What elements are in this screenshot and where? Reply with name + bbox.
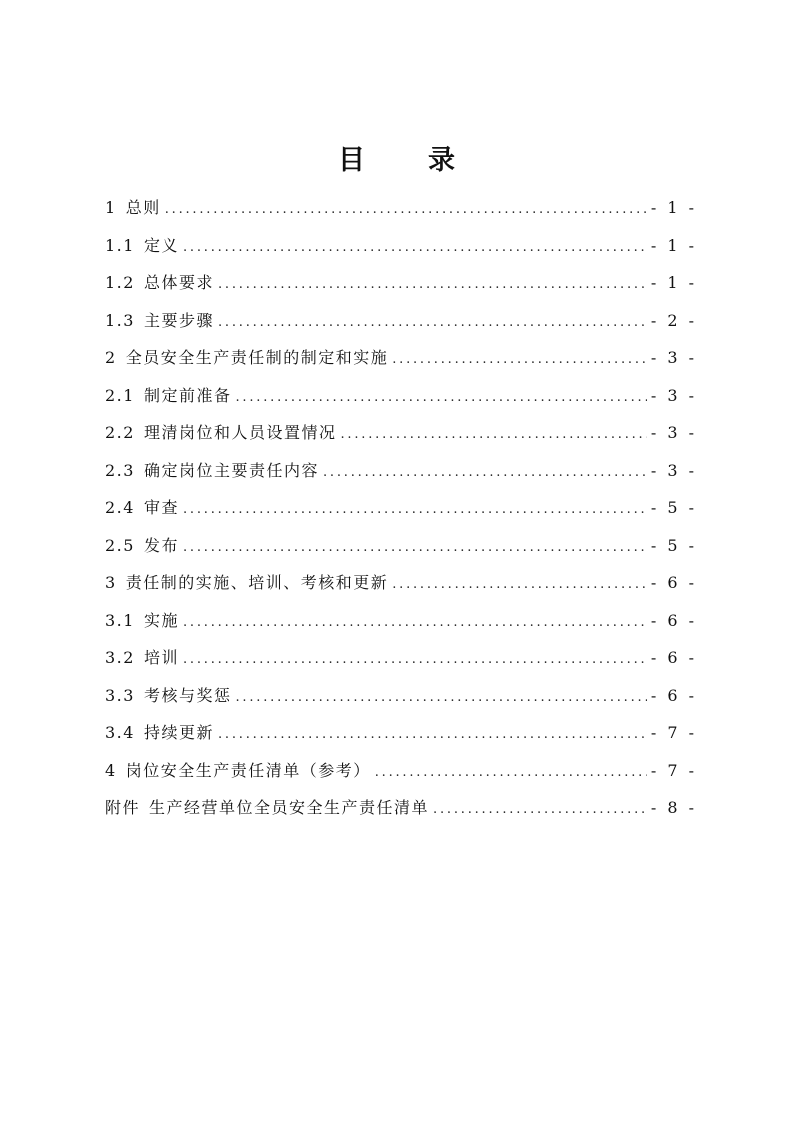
toc-entry-number: 2.2 <box>105 423 135 442</box>
toc-entry[interactable] <box>105 489 694 527</box>
toc-entry-number: 3.2 <box>105 648 135 667</box>
toc-entry-number: 1.3 <box>105 310 135 330</box>
dot-leader <box>340 416 646 454</box>
toc-entry-page: - 8 - <box>650 798 694 817</box>
toc-entry-text: 总则 <box>125 198 161 217</box>
toc-entry-text: 生产经营单位全员安全生产责任清单 <box>149 798 430 817</box>
toc-entry-text: 制定前准备 <box>143 385 232 405</box>
toc-entry-text: 理清岗位和人员设置情况 <box>143 423 337 442</box>
toc-entry[interactable] <box>105 377 694 415</box>
dot-leader <box>183 641 647 679</box>
toc-entry-text: 责任制的实施、培训、考核和更新 <box>125 573 389 592</box>
toc-entry[interactable] <box>105 452 694 490</box>
dot-leader <box>323 454 647 492</box>
toc-entry-page: - 7 - <box>650 760 694 780</box>
toc-entry-number: 2.1 <box>105 385 135 405</box>
toc-entry[interactable] <box>105 564 694 602</box>
toc-entry-text: 定义 <box>143 235 179 255</box>
toc-entry-page: - 3 - <box>650 423 694 442</box>
toc-entry-page: - 6 - <box>650 610 694 630</box>
dot-leader <box>183 529 647 567</box>
dot-leader <box>218 304 647 342</box>
page-title <box>0 143 794 179</box>
toc-entry[interactable] <box>105 414 694 452</box>
toc-entry-number: 1.1 <box>105 235 135 255</box>
toc-entry-number: 3 <box>105 573 117 592</box>
dot-leader <box>235 679 646 717</box>
dot-leader <box>392 566 647 604</box>
dot-leader <box>183 491 647 529</box>
toc-entry-text: 培训 <box>143 648 179 667</box>
toc-entry-number: 3.4 <box>105 723 135 742</box>
toc-entry[interactable] <box>105 752 694 790</box>
dot-leader <box>183 604 647 642</box>
toc-entry[interactable] <box>105 227 694 265</box>
dot-leader <box>165 191 647 229</box>
toc-entry-text: 主要步骤 <box>143 310 214 330</box>
toc-entry-page: - 5 - <box>650 535 694 555</box>
toc-entry[interactable] <box>105 302 694 340</box>
toc-entry[interactable] <box>105 339 694 377</box>
toc-entry-text: 审查 <box>143 498 179 517</box>
dot-leader <box>183 229 647 267</box>
toc-entry-page: - 2 - <box>650 310 694 330</box>
toc-entry-number: 3.1 <box>105 610 135 630</box>
dot-leader <box>392 341 647 379</box>
toc-entry-number: 3.3 <box>105 685 135 705</box>
dot-leader <box>433 791 647 829</box>
toc-entry[interactable] <box>105 789 694 827</box>
toc-entry-text: 总体要求 <box>143 273 214 292</box>
toc-entry-page: - 6 - <box>650 648 694 667</box>
toc-entry-page: - 3 - <box>650 348 694 367</box>
toc-entry-text: 岗位安全生产责任清单（参考） <box>125 760 371 780</box>
toc-entry[interactable] <box>105 189 694 227</box>
toc-entry-number: 附件 <box>105 798 141 817</box>
toc-entry-text: 实施 <box>143 610 179 630</box>
toc-entry-page: - 7 - <box>650 723 694 742</box>
dot-leader <box>375 754 647 792</box>
dot-leader <box>218 266 647 304</box>
toc-entry-page: - 1 - <box>650 198 694 217</box>
toc-entry[interactable] <box>105 677 694 715</box>
dot-leader <box>218 716 647 754</box>
toc-entry-page: - 3 - <box>650 460 694 480</box>
toc-entry[interactable] <box>105 639 694 677</box>
toc-entry-number: 2.4 <box>105 498 135 517</box>
toc-entry[interactable] <box>105 714 694 752</box>
toc-entry-page: - 6 - <box>650 573 694 592</box>
toc-entry-number: 2 <box>105 348 117 367</box>
toc-entry-number: 2.5 <box>105 535 135 555</box>
toc-entry-page: - 1 - <box>650 235 694 255</box>
toc-entry-number: 4 <box>105 760 117 780</box>
toc-entry[interactable] <box>105 602 694 640</box>
toc-entry-text: 持续更新 <box>143 723 214 742</box>
toc-entry-text: 发布 <box>143 535 179 555</box>
toc-entry-page: - 3 - <box>650 385 694 405</box>
toc-entry-number: 2.3 <box>105 460 135 480</box>
toc-entry-number: 1 <box>105 198 117 217</box>
toc-entry-page: - 5 - <box>650 498 694 517</box>
title-char-1: 目 <box>338 145 366 176</box>
toc-entry-text: 全员安全生产责任制的制定和实施 <box>125 348 389 367</box>
toc-entry[interactable] <box>105 527 694 565</box>
dot-leader <box>235 379 646 417</box>
toc-entry-page: - 1 - <box>650 273 694 292</box>
toc-entry-number: 1.2 <box>105 273 135 292</box>
toc-entry-text: 考核与奖惩 <box>143 685 232 705</box>
title-char-2: 录 <box>428 145 456 176</box>
toc-entry-text: 确定岗位主要责任内容 <box>143 460 319 480</box>
toc-entry[interactable] <box>105 264 694 302</box>
toc-list <box>105 189 694 827</box>
toc-entry-page: - 6 - <box>650 685 694 705</box>
